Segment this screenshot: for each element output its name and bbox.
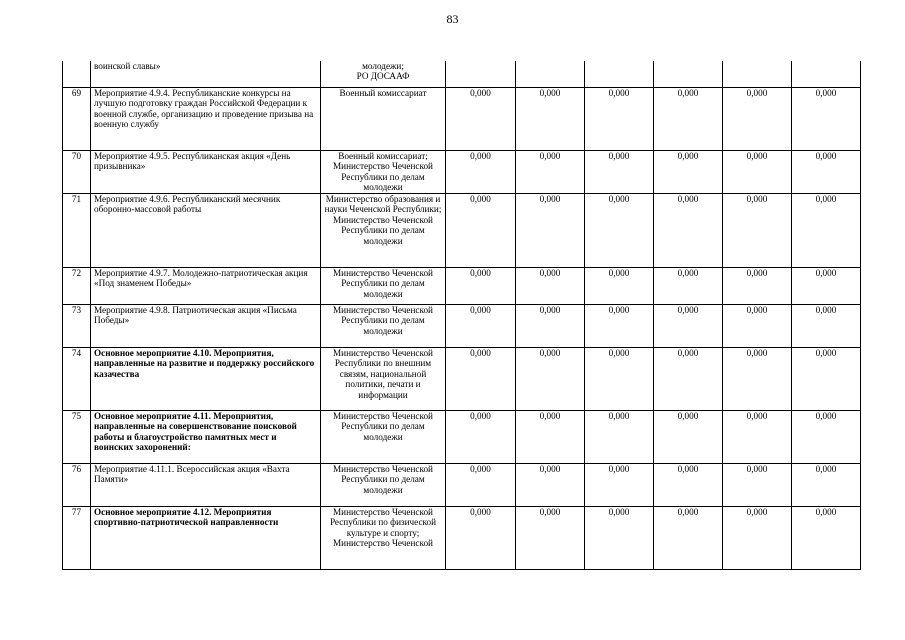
activity-name: воинской славы» [91,61,321,88]
funding-value: 0,000 [654,411,723,464]
table-row [63,194,861,268]
table-row [63,411,861,464]
funding-value: 0,000 [585,268,654,305]
funding-value: 0,000 [723,464,792,507]
responsible-executor: Министерство Чеченской Республики по делам молодежи [321,464,446,507]
funding-value: 0,000 [792,464,861,507]
funding-value [723,61,792,88]
table-row [63,61,861,88]
funding-value: 0,000 [585,411,654,464]
activity-name: Мероприятие 4.9.6. Республиканский месячник оборонно-массовой работы [91,194,321,268]
funding-value: 0,000 [516,88,585,151]
responsible-executor: Военный комиссариат [321,88,446,151]
funding-value: 0,000 [723,305,792,348]
funding-value: 0,000 [723,88,792,151]
funding-value: 0,000 [516,194,585,268]
funding-value: 0,000 [792,305,861,348]
funding-value: 0,000 [792,411,861,464]
funding-value: 0,000 [446,507,516,570]
funding-value: 0,000 [516,464,585,507]
table-row [63,151,861,194]
funding-value: 0,000 [516,411,585,464]
funding-value: 0,000 [654,268,723,305]
funding-value: 0,000 [446,464,516,507]
funding-value: 0,000 [723,194,792,268]
funding-value: 0,000 [585,507,654,570]
funding-value: 0,000 [516,268,585,305]
funding-value: 0,000 [654,88,723,151]
row-number: 76 [63,464,91,507]
activity-name: Мероприятие 4.9.8. Патриотическая акция «Письма Победы» [91,305,321,348]
funding-value: 0,000 [792,268,861,305]
funding-value: 0,000 [792,348,861,411]
row-number: 72 [63,268,91,305]
activity-name: Основное мероприятие 4.12. Мероприятия спортивно-патриотической направленности [91,507,321,570]
row-number: 70 [63,151,91,194]
funding-value: 0,000 [654,464,723,507]
responsible-executor: Министерство Чеченской Республики по делам молодежи [321,268,446,305]
row-number: 74 [63,348,91,411]
table-row [63,305,861,348]
funding-value: 0,000 [446,348,516,411]
funding-value: 0,000 [516,507,585,570]
responsible-executor: Министерство Чеченской Республики по делам молодежи [321,411,446,464]
activity-name: Мероприятие 4.11.1. Всероссийская акция «Вахта Памяти» [91,464,321,507]
funding-value: 0,000 [446,305,516,348]
activity-name: Мероприятие 4.9.7. Молодежно-патриотическая акция «Под знаменем Победы» [91,268,321,305]
funding-value: 0,000 [585,194,654,268]
funding-value: 0,000 [516,305,585,348]
funding-value: 0,000 [654,151,723,194]
row-number: 69 [63,88,91,151]
responsible-executor: молодежи; РО ДОСААФ [321,61,446,88]
funding-value: 0,000 [792,194,861,268]
funding-value: 0,000 [723,507,792,570]
funding-value [585,61,654,88]
row-number: 77 [63,507,91,570]
page-number: 83 [446,12,459,26]
responsible-executor: Военный комиссариат; Министерство Чеченской Республики по делам молодежи [321,151,446,194]
table-row [63,464,861,507]
activity-name: Мероприятие 4.9.5. Республиканская акция «День призывника» [91,151,321,194]
funding-value: 0,000 [654,348,723,411]
activity-name: Основное мероприятие 4.11. Мероприятия, направленные на совершенствование поисковой работы и благоустройство памятных мест и воинских захоронений: [91,411,321,464]
funding-value: 0,000 [654,507,723,570]
funding-value: 0,000 [446,268,516,305]
table-row [63,348,861,411]
row-number: 71 [63,194,91,268]
funding-value: 0,000 [723,348,792,411]
funding-value: 0,000 [723,151,792,194]
funding-value: 0,000 [585,88,654,151]
funding-value: 0,000 [516,348,585,411]
funding-value: 0,000 [446,194,516,268]
program-activities-table [62,61,861,570]
table-body [63,61,861,570]
funding-value: 0,000 [723,268,792,305]
responsible-executor: Министерство Чеченской Республики по внешним связям, национальной политики, печати и информации [321,348,446,411]
funding-value: 0,000 [792,507,861,570]
table-row [63,268,861,305]
funding-value: 0,000 [585,464,654,507]
table-row [63,88,861,151]
activity-name: Основное мероприятие 4.10. Мероприятия, направленные на развитие и поддержку российского казачества [91,348,321,411]
funding-value: 0,000 [585,151,654,194]
row-number [63,61,91,88]
funding-value: 0,000 [723,411,792,464]
row-number: 75 [63,411,91,464]
funding-value: 0,000 [446,411,516,464]
funding-value [516,61,585,88]
funding-value: 0,000 [516,151,585,194]
funding-value: 0,000 [654,194,723,268]
activity-name: Мероприятие 4.9.4. Республиканские конкурсы на лучшую подготовку граждан Российской Федерации к военной службе, организацию и проведение призыва на военную службу [91,88,321,151]
funding-value: 0,000 [585,348,654,411]
responsible-executor: Министерство Чеченской Республики по делам молодежи [321,305,446,348]
responsible-executor: Министерство Чеченской Республики по физической культуре и спорту; Министерство Чеченской [321,507,446,570]
funding-value: 0,000 [792,88,861,151]
responsible-executor: Министерство образования и науки Чеченской Республики; Министерство Чеченской Республики по делам молодежи [321,194,446,268]
funding-value: 0,000 [446,151,516,194]
funding-value: 0,000 [585,305,654,348]
funding-value: 0,000 [446,88,516,151]
row-number: 73 [63,305,91,348]
funding-value [654,61,723,88]
funding-value: 0,000 [792,151,861,194]
table-row [63,507,861,570]
funding-value [446,61,516,88]
funding-value [792,61,861,88]
funding-value: 0,000 [654,305,723,348]
